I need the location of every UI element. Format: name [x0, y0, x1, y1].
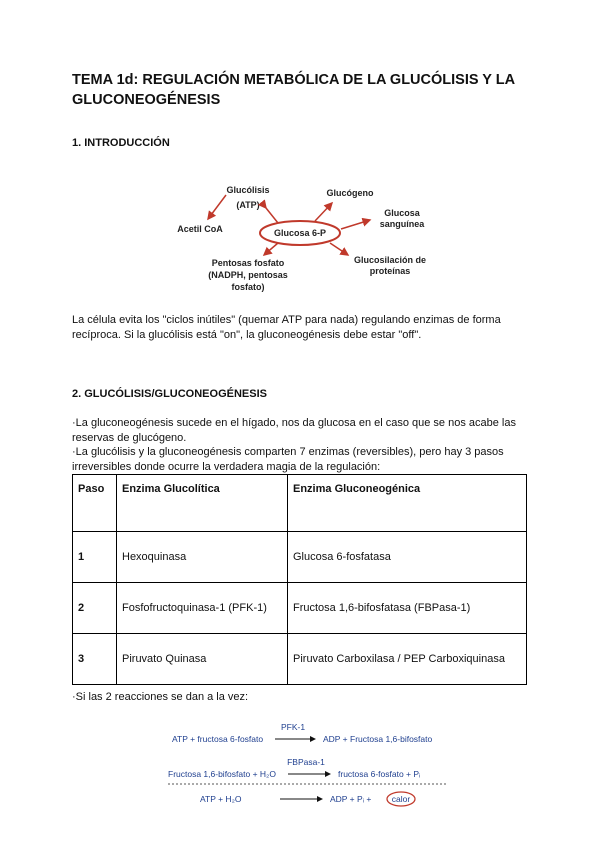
section-heading-glucolisis: 2. GLUCÓLISIS/GLUCONEOGÉNESIS: [72, 388, 267, 400]
eq1-right: ADP + Fructosa 1,6-bifosfato: [323, 734, 433, 744]
arrow-pentosas: [264, 243, 278, 255]
diagram-pentosas-l3: fosfato): [231, 282, 265, 292]
diagram-glicosil-l1: Glucosilación de: [353, 255, 427, 265]
diagram-glucolisis: Glucólisis: [226, 185, 270, 195]
eq3-right: ADP + Pᵢ +: [330, 794, 372, 804]
eq1-enzyme: PFK-1: [280, 722, 306, 732]
cell-step: 3: [73, 634, 117, 685]
cell-gluconeogenic-enzyme: Fructosa 1,6-bifosfatasa (FBPasa-1): [288, 583, 527, 634]
arrow-glucosa: [341, 220, 370, 229]
cell-gluconeogenic-enzyme: Piruvato Carboxilasa / PEP Carboxiquinasa: [288, 634, 527, 685]
intro-paragraph: La célula evita los "ciclos inútiles" (quemar ATP para nada) regulando enzimas de forma recíproca. Si la glucólisis está "on", la gluconeogénesis debe estar "off".: [72, 314, 501, 341]
paragraph-gluconeogenesis: ·La gluconeogénesis sucede en el hígado, nos da glucosa en el caso que se nos acabe las reservas de glucógeno.: [72, 417, 516, 444]
diagram-pentosas-l2: (NADPH, pentosas: [208, 270, 288, 280]
table-row: [73, 634, 527, 685]
arrow-glicosil: [330, 243, 348, 255]
diagram-glucogeno: Glucógeno: [326, 188, 374, 198]
table-row: [73, 583, 527, 634]
diagram-acetil: Acetil CoA: [177, 224, 223, 234]
eq2-left: Fructosa 1,6-bifosfato + H₂O: [168, 769, 276, 779]
page-title: TEMA 1d: REGULACIÓN METABÓLICA DE LA GLUCÓLISIS Y LA GLUCONEOGÉNESIS: [72, 72, 515, 108]
eq2-right: fructosa 6-fosfato + Pᵢ: [338, 769, 421, 779]
eq2-enzyme: FBPasa-1: [287, 757, 325, 767]
paragraph-reactions: ·Si las 2 reacciones se dan a la vez:: [72, 691, 249, 703]
arrow-to-glucolisis: [266, 208, 278, 223]
section-heading-introduccion: 1. INTRODUCCIÓN: [72, 137, 170, 149]
diagram-glicosil-l2: proteínas: [369, 266, 411, 276]
table-row: [73, 532, 527, 583]
eq3-calor: calor: [391, 794, 411, 804]
arrow-acetil: [208, 195, 226, 219]
cell-gluconeogenic-enzyme: Glucosa 6-fosfatasa: [288, 532, 527, 583]
cell-glucolytic-enzyme: Hexoquinasa: [117, 532, 288, 583]
cell-glucolytic-enzyme: Fosfofructoquinasa-1 (PFK-1): [117, 583, 288, 634]
diagram-glucosa-l1: Glucosa: [384, 208, 420, 218]
arrow-glucogeno: [315, 203, 332, 221]
enzymes-table: [72, 474, 527, 685]
cell-glucolytic-enzyme: Piruvato Quinasa: [117, 634, 288, 685]
diagram-center: Glucosa 6-P: [273, 228, 327, 238]
header-paso: Paso: [73, 475, 117, 532]
diagram-pentosas-l1: Pentosas fosfato: [211, 258, 285, 268]
eq3-left: ATP + H₂O: [200, 794, 242, 804]
diagram-glucosa-l2: sanguínea: [379, 219, 425, 229]
header-glucolitica: Enzima Glucolítica: [117, 475, 288, 532]
cell-step: 1: [73, 532, 117, 583]
cell-step: 2: [73, 583, 117, 634]
futile-cycle-equations: [160, 720, 460, 835]
glucose-6p-diagram: [160, 175, 450, 300]
paragraph-enzymes: ·La glucólisis y la gluconeogénesis comparten 7 enzimas (reversibles), pero hay 3 pasos irreversibles donde ocurre la verdadera magia de la regulación:: [72, 446, 504, 473]
diagram-atp: (ATP): [236, 200, 260, 210]
eq1-left: ATP + fructosa 6-fosfato: [172, 734, 264, 744]
header-gluconeogenica: Enzima Gluconeogénica: [288, 475, 527, 532]
table-header-row: [73, 475, 527, 532]
